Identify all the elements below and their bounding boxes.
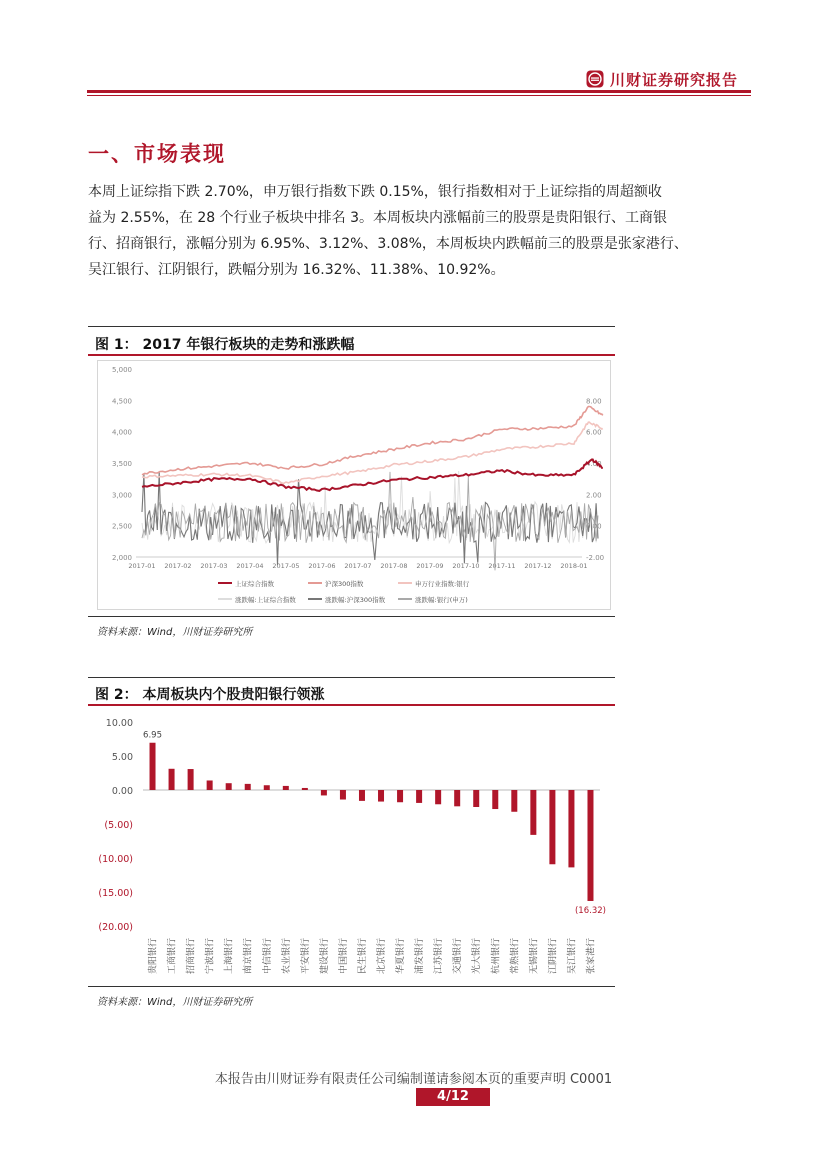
figure1-top-rule	[88, 326, 615, 327]
y-right-tick-label: 2.00	[586, 491, 602, 500]
bar-华夏银行	[397, 790, 403, 802]
y-right-tick-label: 6.00	[586, 428, 602, 437]
bar-吴江银行	[568, 790, 574, 867]
y-right-tick-label: 8.00	[586, 397, 602, 406]
y-tick-label: (10.00)	[98, 854, 133, 865]
x-tick-label: 无锡银行	[529, 938, 540, 975]
x-tick-label: 交通银行	[453, 938, 464, 975]
bar-光大银行	[473, 790, 479, 807]
x-tick-label: 工商银行	[167, 938, 178, 975]
y-tick-label: (5.00)	[104, 820, 133, 831]
bar-交通银行	[454, 790, 460, 806]
x-tick-label: 上海银行	[224, 938, 235, 975]
figure1-bottom-rule	[88, 616, 615, 617]
y-left-tick-label: 2,500	[111, 522, 132, 531]
footer-disclaimer: 本报告由川财证券有限责任公司编制谨请参阅本页的重要声明 C0001	[214, 1072, 613, 1087]
x-tick-label: 南京银行	[243, 938, 254, 975]
x-tick-label: 浦发银行	[415, 938, 426, 975]
data-label: 6.95	[143, 730, 162, 741]
legend-label: 涨跌幅:上证综合指数	[235, 596, 296, 604]
x-tick-label: 北京银行	[377, 938, 388, 975]
figure2-bar-chart	[95, 710, 610, 982]
figure2-bottom-rule	[88, 986, 615, 987]
y-left-tick-label: 3,000	[111, 491, 132, 500]
figure2-title: 图 2： 本周板块内个股贵阳银行领涨	[95, 687, 325, 703]
bar-工商银行	[169, 769, 175, 790]
paragraph-line-4: 吴江银行、江阴银行，跌幅分别为 16.32%、11.38%、10.92%。	[88, 262, 505, 278]
y-tick-label: 10.00	[105, 718, 133, 729]
x-tick-label: 2017-01	[128, 562, 156, 570]
header-rule-thick	[87, 90, 751, 93]
bar-张家港行	[587, 790, 593, 901]
paragraph-line-3: 行、招商银行，涨幅分别为 6.95%、3.12%、3.08%，本周板块内跌幅前三的股票是张家港行、	[88, 236, 688, 252]
x-tick-label: 吴江银行	[567, 938, 578, 975]
report-header-title: 川财证券研究报告	[610, 71, 739, 89]
paragraph-line-1: 本周上证综指下跌 2.70%，申万银行指数下跌 0.15%，银行指数相对于上证综指的周超额收	[88, 184, 662, 200]
x-tick-label: 招商银行	[186, 938, 197, 975]
bar-江阴银行	[549, 790, 555, 864]
x-tick-label: 2017-04	[236, 562, 264, 570]
series-line-1	[142, 459, 603, 491]
x-tick-label: 2018-01	[560, 562, 588, 570]
bar-北京银行	[378, 790, 384, 802]
paragraph-line-2: 益为 2.55%，在 28 个行业子板块中排名 3。本周板块内涨幅前三的股票是贵阳银行、工商银	[88, 210, 667, 226]
x-tick-label: 2017-11	[488, 562, 516, 570]
bar-杭州银行	[492, 790, 498, 809]
bar-平安银行	[302, 788, 308, 790]
x-tick-label: 2017-10	[452, 562, 480, 570]
y-tick-label: (15.00)	[98, 888, 133, 899]
legend-label: 沪深300指数	[325, 580, 364, 588]
figure1-title-rule	[88, 354, 615, 356]
x-tick-label: 民生银行	[357, 938, 368, 975]
legend-label: 涨跌幅:沪深300指数	[325, 596, 386, 604]
x-tick-label: 2017-12	[524, 562, 552, 570]
x-tick-label: 贵阳银行	[148, 938, 159, 975]
x-tick-label: 2017-08	[380, 562, 408, 570]
bar-浦发银行	[416, 790, 422, 803]
figure2-chart-frame	[95, 710, 610, 982]
y-right-tick-label: 0.00	[586, 522, 602, 531]
x-tick-label: 2017-05	[272, 562, 300, 570]
y-tick-label: (20.00)	[98, 922, 133, 933]
bar-常熟银行	[511, 790, 517, 812]
bar-民生银行	[359, 790, 365, 801]
bar-招商银行	[188, 769, 194, 790]
y-left-tick-label: 4,000	[111, 428, 132, 437]
legend-label: 上证综合指数	[235, 580, 274, 588]
bar-农业银行	[283, 786, 289, 790]
x-tick-label: 常熟银行	[510, 938, 521, 975]
x-tick-label: 农业银行	[281, 938, 292, 975]
figure2-title-rule	[88, 704, 615, 706]
section-title: 一、市场表现	[88, 142, 226, 166]
page-number-badge: 4/12	[416, 1088, 490, 1106]
legend-label: 涨跌幅:银行(申万)	[415, 596, 468, 604]
x-tick-label: 华夏银行	[396, 938, 407, 975]
figure1-chart-frame	[97, 360, 611, 610]
x-tick-label: 平安银行	[300, 938, 311, 975]
y-tick-label: 5.00	[111, 752, 133, 763]
figure1-line-chart	[98, 361, 610, 609]
x-tick-label: 张家港行	[586, 938, 597, 975]
bar-贵阳银行	[150, 743, 156, 790]
x-tick-label: 2017-09	[416, 562, 444, 570]
series-line-2	[142, 407, 603, 475]
x-tick-label: 2017-07	[344, 562, 372, 570]
figure1-title: 图 1： 2017 年银行板块的走势和涨跌幅	[95, 337, 355, 353]
figure1-source: 资料来源：Wind，川财证券研究所	[97, 627, 253, 638]
header-rule-thin	[87, 95, 751, 96]
bar-宁波银行	[207, 780, 213, 790]
y-right-tick-label: -2.00	[586, 554, 605, 562]
x-tick-label: 宁波银行	[205, 938, 216, 975]
y-left-tick-label: 3,500	[111, 460, 132, 468]
y-left-tick-label: 5,000	[111, 366, 132, 374]
bar-上海银行	[226, 783, 232, 790]
bar-建设银行	[321, 790, 327, 795]
x-tick-label: 2017-06	[308, 562, 336, 570]
x-tick-label: 中国银行	[338, 938, 349, 975]
y-right-tick-label: 4.00	[586, 460, 602, 468]
legend-label: 申万行业指数:银行	[415, 580, 470, 588]
bar-中信银行	[264, 785, 270, 790]
x-tick-label: 江阴银行	[548, 938, 559, 975]
x-tick-label: 中信银行	[262, 938, 273, 975]
data-label: (16.32)	[574, 905, 606, 916]
y-tick-label: 0.00	[111, 786, 133, 797]
x-tick-label: 江苏银行	[434, 938, 445, 975]
x-tick-label: 2017-02	[164, 562, 192, 570]
figure2-top-rule	[88, 677, 615, 678]
x-tick-label: 杭州银行	[491, 938, 502, 975]
x-tick-label: 建设银行	[319, 938, 330, 975]
bar-中国银行	[340, 790, 346, 800]
y-left-tick-label: 2,000	[111, 554, 132, 562]
bar-江苏银行	[435, 790, 441, 804]
bar-南京银行	[245, 784, 251, 790]
x-tick-label: 光大银行	[472, 938, 483, 975]
bar-无锡银行	[530, 790, 536, 835]
chuancai-logo-icon	[586, 70, 604, 88]
y-left-tick-label: 4,500	[111, 397, 132, 406]
x-tick-label: 2017-03	[200, 562, 228, 570]
figure2-source: 资料来源：Wind，川财证券研究所	[97, 997, 253, 1008]
